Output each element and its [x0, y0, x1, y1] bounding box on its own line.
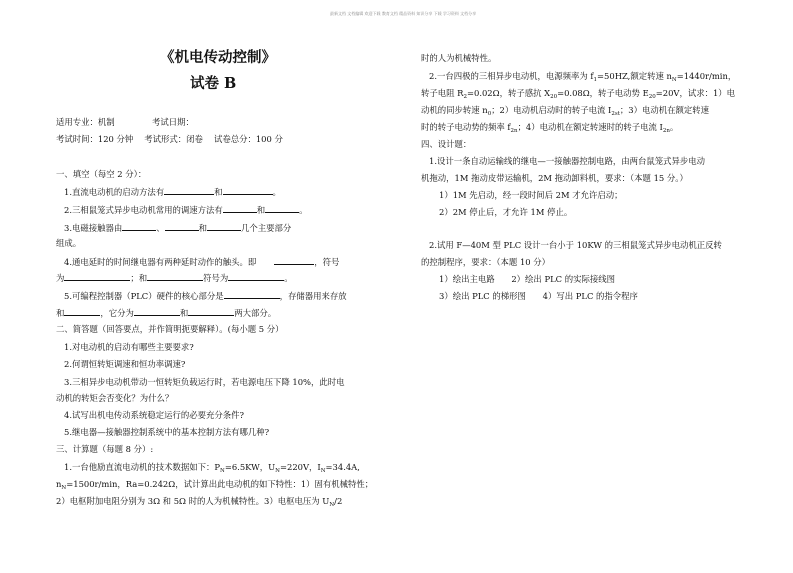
- calc-q2-line2: 转子电阻 $R_2=0.02\Omega$，转子感抗 $X_{20}=0.08\Omega$，转子电动势 $E_{20}=20V$，试求：1）电: [421, 88, 736, 100]
- design-q2-req1: 1）绘出主电路 2）绘出 PLC 的实际接线图: [439, 274, 615, 284]
- section2-heading: 二、简答题（回答要点，并作简明扼要解释）。(每小题 5 分）: [56, 324, 284, 334]
- calc-q1-line2: $n_N=1500r/\min$，Ra=0.242Ω，试计算出此电动机的如下特性：1）固有机械特性；: [56, 479, 374, 491]
- blank: [64, 307, 100, 316]
- info-time-form-score: 考试时间：120 分钟 考试形式：闭卷 试卷总分：100 分: [56, 134, 283, 144]
- blank: [188, 307, 234, 316]
- blank: [122, 222, 156, 231]
- design-q1-req2: 2）2M 停止后，才允许 1M 停止。: [439, 207, 573, 217]
- calc-q1-line1: 1.一台他励直流电动机的技术数据如下：$P_N=6.5KW$，$U_N=220V$，$I_N=34.4A$,: [64, 462, 360, 474]
- fill-q1: 1.直流电动机的启动方法有 和 。: [64, 187, 281, 197]
- blank: [223, 186, 273, 195]
- blank: [165, 222, 199, 231]
- short-q4: 4.试写出机电传动系统稳定运行的必要充分条件?: [64, 410, 244, 420]
- fill-q4-cont: 为 ；和 符号为 。: [56, 273, 293, 283]
- fill-q5: 5.可编程控制器（PLC）硬件的核心部分是 ，存储器用来存放: [64, 291, 347, 301]
- blank: [147, 272, 203, 281]
- fill-q3-cont: 组成。: [56, 238, 82, 248]
- blank: [164, 186, 214, 195]
- section3-heading: 三、计算题（每题 8 分）:: [56, 444, 154, 454]
- fill-q2: 2.三相鼠笼式异步电动机常用的调速方法有 和 。: [64, 205, 308, 215]
- header-watermark-note: 最新文档 文档编辑 欢迎下载 教育文档 精品资料 知识分享 下载 学习资料 文档分享: [330, 11, 477, 16]
- blank: [274, 256, 314, 265]
- info-major: 适用专业：机制: [56, 117, 115, 127]
- fill-q3: 3.电磁接触器由 、 和 几个主要部分: [64, 223, 292, 233]
- design-q1-line2: 机拖动，1M 拖动皮带运输机，2M 拖动卸料机，要求：（本题 15 分。）: [421, 173, 688, 183]
- blank: [134, 307, 180, 316]
- blank: [224, 290, 280, 299]
- blank: [223, 204, 257, 213]
- exam-subtitle: 试卷 B: [190, 75, 237, 92]
- calc-q2-line1: 2.一台四极的三相异步电动机，电源频率为 $f_1=50HZ$,额定转速 $n_N=1440r/\min$，: [429, 71, 737, 83]
- calc-q1-line3: 2）电枢附加电阻分别为 3Ω 和 5Ω 时的人为机械特性。3）电枢电压为 $U_N/2$: [56, 496, 343, 508]
- blank: [265, 204, 299, 213]
- fill-q4: 4.通电延时的时间继电器有两种延时动作的触头。即 ，符号: [64, 257, 340, 267]
- design-q2-line2: 的控制程序，要求：（本题 10 分）: [421, 257, 551, 267]
- info-exam-date: 考试日期：: [152, 117, 194, 127]
- fill-q5-cont: 和 ，它分为 和 两大部分。: [56, 308, 277, 318]
- section4-heading: 四、设计题：: [421, 139, 472, 149]
- calc-q1-line4: 时的人为机械特性。: [421, 53, 497, 63]
- design-q2-req2: 3）绘出 PLC 的梯形图 4）写出 PLC 的指令程序: [439, 291, 638, 301]
- section1-heading: 一、填空（每空 2 分）：: [56, 169, 147, 179]
- design-q2-line1: 2.试用 F—40M 型 PLC 设计一台小于 10KW 的三相鼠笼式异步电动机正反转: [429, 240, 722, 250]
- exam-title: 《机电传动控制》: [160, 49, 276, 66]
- blank: [207, 222, 241, 231]
- short-q3: 3.三相异步电动机带动一恒转矩负载运行时，若电源电压下降 10%，此时电: [64, 377, 345, 387]
- design-q1-req1: 1）1M 先启动，经一段时间后 2M 才允许启动；: [439, 190, 623, 200]
- short-q1: 1.对电动机的启动有哪些主要要求?: [64, 342, 194, 352]
- blank: [64, 272, 130, 281]
- design-q1-line1: 1.设计一条自动运输线的继电—一接触器控制电路，由两台鼠笼式异步电动: [429, 156, 705, 166]
- short-q5: 5.继电器—接触器控制系统中的基本控制方法有哪几种?: [64, 427, 270, 437]
- calc-q2-line4: 时的转子电动势的频率 $f_{2n}$；4）电动机在额定转速时的转子电流 $I_{2n}$。: [421, 122, 679, 134]
- short-q3-cont: 动机的转矩会否变化？为什么？: [56, 393, 174, 403]
- short-q2: 2.何谓恒转矩调速和恒功率调速?: [64, 359, 186, 369]
- blank: [228, 272, 284, 281]
- calc-q2-line3: 动机的同步转速 $n_0$；2）电动机启动时的转子电流 $I_{2st}$；3）电动机在额定转速: [421, 105, 709, 117]
